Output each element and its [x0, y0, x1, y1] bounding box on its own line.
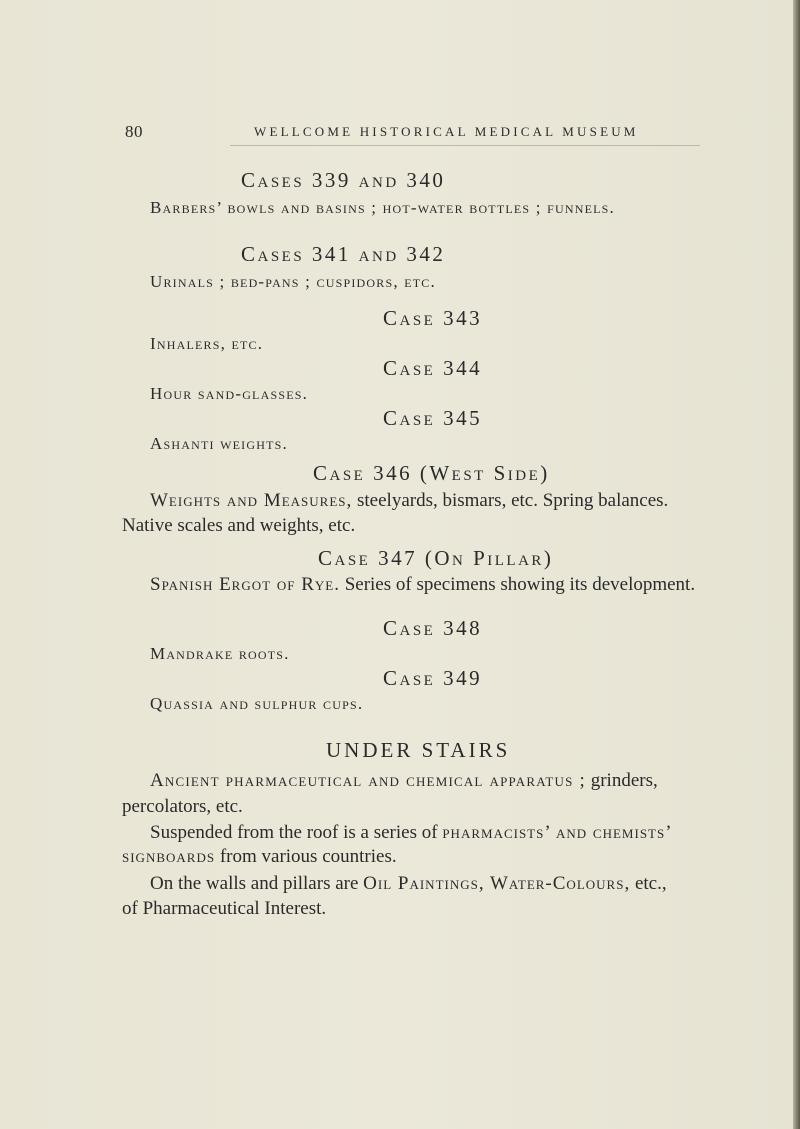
under-stairs-p3-rest: etc., — [630, 873, 667, 894]
under-stairs-heading: UNDER STAIRS — [326, 738, 511, 762]
case-348-heading: Case 348 — [383, 616, 483, 640]
page-number: 80 — [125, 122, 143, 141]
under-stairs-p2-rest: from various countries. — [215, 846, 397, 867]
running-head: WELLCOME HISTORICAL MEDICAL MUSEUM — [254, 124, 639, 139]
under-stairs-p3-text: On the walls and pillars are — [150, 873, 364, 894]
case-347-subject: Spanish Ergot of Rye. — [150, 574, 340, 595]
case-343-heading: Case 343 — [383, 306, 483, 330]
page-edge-shadow — [793, 0, 800, 1129]
case-343-text: Inhalers, etc. — [150, 334, 264, 353]
under-stairs-p2-line2 — [122, 846, 397, 868]
case-349-text: Quassia and sulphur cups. — [150, 694, 364, 713]
case-347-text-rest: Series of specimens showing its development. — [339, 574, 696, 595]
header-rule — [230, 145, 700, 146]
case-346-text-line1 — [150, 490, 668, 512]
under-stairs-p2-signboards: signboards — [122, 846, 216, 867]
case-345-text: Ashanti weights. — [150, 434, 288, 453]
case-347-heading: Case 347 (On Pillar) — [318, 546, 554, 570]
case-346-text-rest: steelyards, bismars, etc. Spring balances. — [352, 490, 669, 511]
case-347-text — [150, 574, 695, 596]
under-stairs-p1-line2: percolators, etc. — [122, 796, 243, 817]
case-348-text: Mandrake roots. — [150, 644, 290, 663]
under-stairs-p1-subject: Ancient pharmaceutical and chemical apparatus ; — [150, 770, 586, 791]
case-339-340-heading: Cases 339 and 340 — [241, 168, 446, 192]
case-339-340-text: Barbers’ bowls and basins ; hot-water bottles ; funnels. — [150, 198, 615, 217]
under-stairs-p2-subject: pharmacists’ and chemists’ — [442, 822, 673, 843]
under-stairs-p1-rest: grinders, — [585, 770, 658, 791]
under-stairs-p2-line1 — [150, 822, 673, 844]
case-346-text-line2: Native scales and weights, etc. — [122, 515, 356, 536]
case-349-heading: Case 349 — [383, 666, 483, 690]
under-stairs-p3-line1 — [150, 873, 667, 895]
case-345-heading: Case 345 — [383, 406, 483, 430]
case-341-342-text: Urinals ; bed-pans ; cuspidors, etc. — [150, 272, 436, 291]
under-stairs-p3-line2: of Pharmaceutical Interest. — [122, 898, 327, 919]
case-344-heading: Case 344 — [383, 356, 483, 380]
case-344-text: Hour sand-glasses. — [150, 384, 309, 403]
case-346-subject: Weights and Measures, — [150, 490, 353, 511]
under-stairs-p3-subject: Oil Paintings, Water-Colours, — [363, 873, 631, 894]
case-341-342-heading: Cases 341 and 342 — [241, 242, 446, 266]
case-346-heading: Case 346 (West Side) — [313, 461, 550, 485]
under-stairs-p1-line1 — [150, 770, 658, 792]
under-stairs-p2-text: Suspended from the roof is a series of — [150, 822, 443, 843]
